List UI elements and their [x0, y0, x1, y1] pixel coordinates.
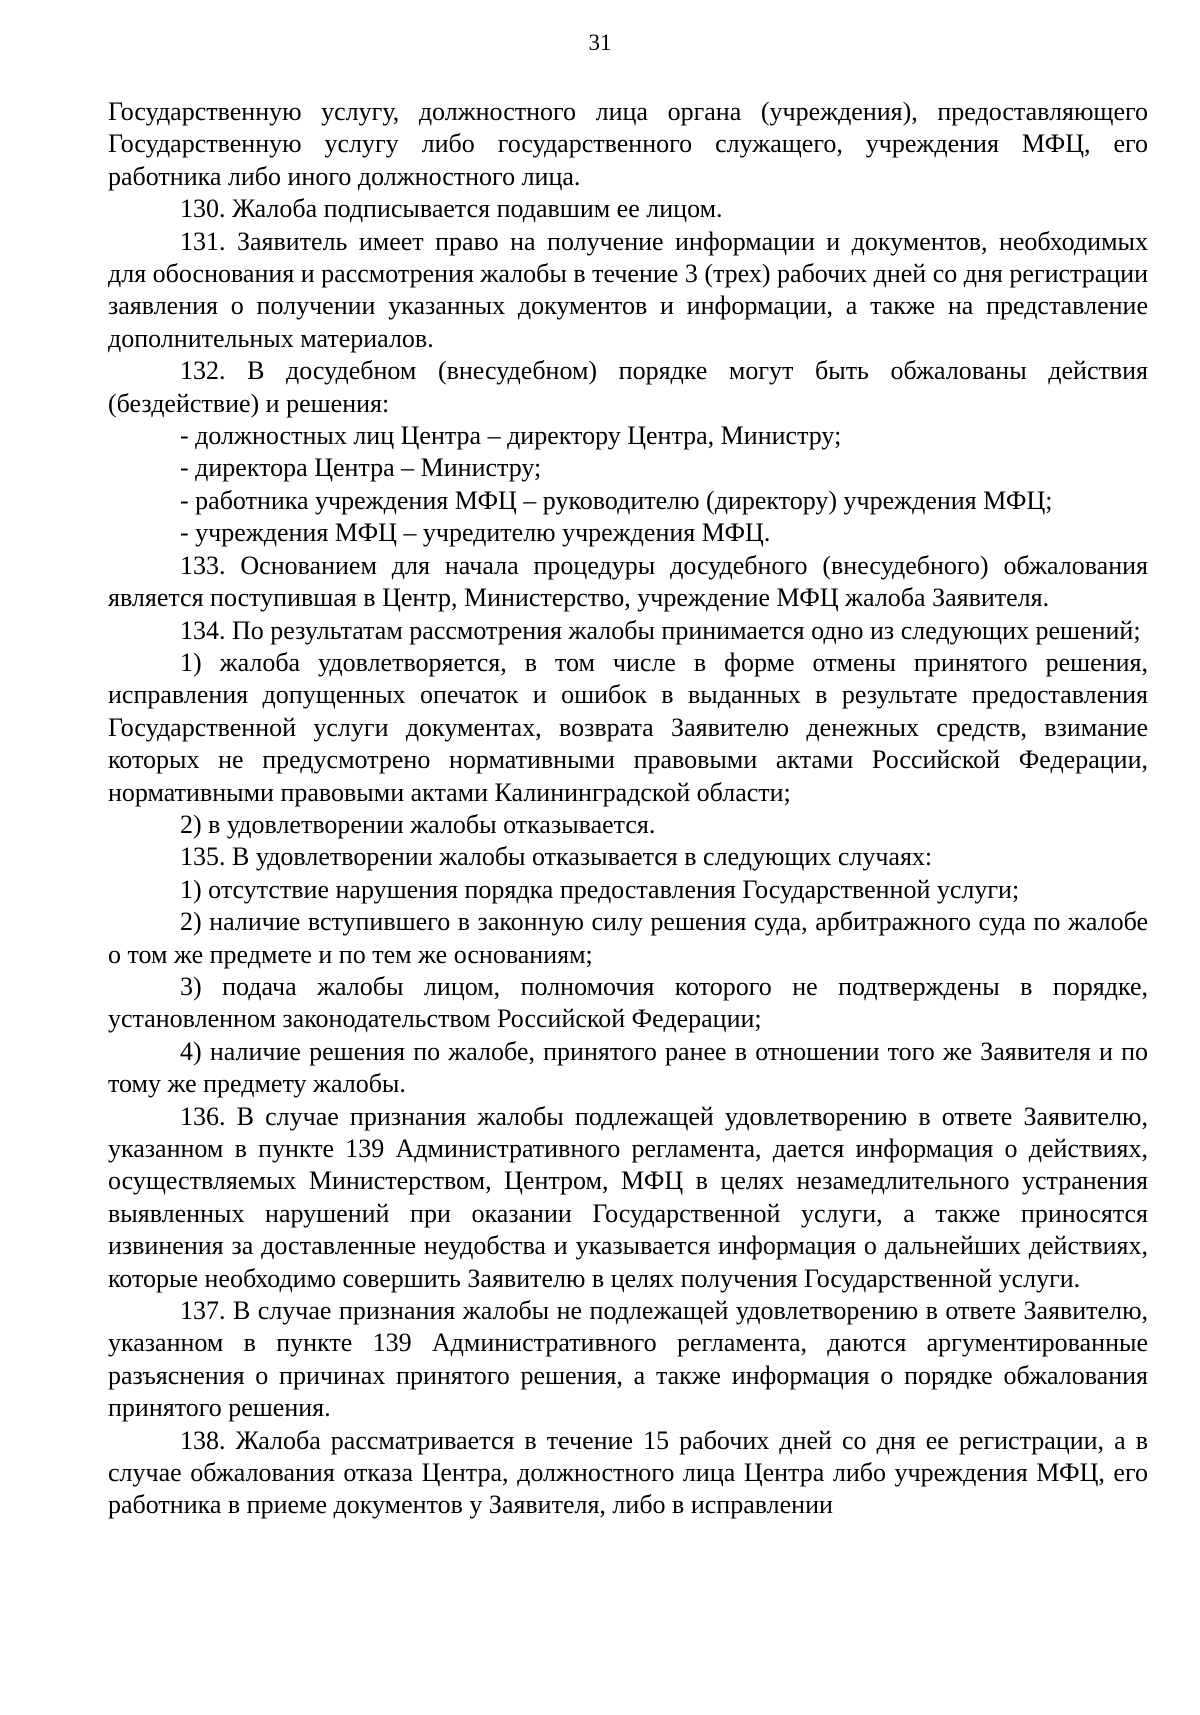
paragraph-p0: Государственную услугу, должностного лица органа (учреждения), предоставляющего Государственную услугу либо государственного служащего, учреждения МФЦ, его работника либо иного должностного лица. — [108, 97, 1148, 191]
paragraph-p138: 138. Жалоба рассматривается в течение 15 рабочих дней со дня ее регистрации, а в случае обжалования отказа Центра, должностного лица Центра либо учреждения МФЦ, его работника в приеме документов у Заявителя, либо в исправлении — [108, 1425, 1148, 1520]
paragraph-p132b: - директора Центра – Министру; — [180, 453, 542, 483]
paragraph-p135-4: 4) наличие решения по жалобе, принятого ранее в отношении того же Заявителя и по тому же предмету жалобы. — [108, 1036, 1148, 1099]
paragraph-p135: 135. В удовлетворении жалобы отказывается в следующих случаях: — [180, 842, 933, 872]
paragraph-p135-3: 3) подача жалобы лицом, полномочия которого не подтверждены в порядке, установленном законодательством Российской Федерации; — [108, 971, 1148, 1034]
paragraph-p132a: - должностных лиц Центра – директору Центра, Министру; — [180, 421, 842, 451]
paragraph-p134-2: 2) в удовлетворении жалобы отказывается. — [180, 809, 656, 839]
paragraph-p130: 130. Жалоба подписывается подавшим ее лицом. — [180, 194, 723, 224]
paragraph-p132d: - учреждения МФЦ – учредителю учреждения МФЦ. — [180, 518, 771, 548]
document-body — [108, 96, 1148, 1522]
paragraph-p136: 136. В случае признания жалобы подлежащей удовлетворению в ответе Заявителю, указанном в пункте 139 Административного регламента, дается информация о действиях, осуществляемых Министерством, Центром, МФЦ в целях незамедлительного устранения выявленных нарушений при оказании Государственной услуги, а также приносятся извинения за доставленные неудобства и указывается информация о дальнейших действиях, которые необходимо совершить Заявителю в целях получения Государственной услуги. — [108, 1101, 1148, 1293]
paragraph-p135-1: 1) отсутствие нарушения порядка предоставления Государственной услуги; — [180, 874, 1020, 904]
paragraph-p137: 137. В случае признания жалобы не подлежащей удовлетворению в ответе Заявителю, указанном в пункте 139 Административного регламента, даются аргументированные разъяснения о причинах принятого решения, а также информация о порядке обжалования принятого решения. — [108, 1296, 1148, 1423]
paragraph-p134: 134. По результатам рассмотрения жалобы принимается одно из следующих решений; — [180, 615, 1141, 645]
paragraph-p135-2: 2) наличие вступившего в законную силу решения суда, арбитражного суда по жалобе о том же предмете и по тем же основаниям; — [108, 907, 1148, 969]
paragraph-p134-1: 1) жалоба удовлетворяется, в том числе в форме отмены принятого решения, исправления допущенных опечаток и ошибок в выданных в результате предоставления Государственной услуги документах, возврата Заявителю денежных средств, взимание которых не предусмотрено нормативными правовыми актами Российской Федерации, нормативными правовыми актами Калининградской области; — [108, 647, 1148, 807]
paragraph-p132: 132. В досудебном (внесудебном) порядке могут быть обжалованы действия (бездействие) и решения: — [108, 356, 1148, 418]
paragraph-p133: 133. Основанием для начала процедуры досудебного (внесудебного) обжалования является поступившая в Центр, Министерство, учреждение МФЦ жалоба Заявителя. — [108, 550, 1148, 613]
page-number: 31 — [588, 30, 612, 55]
paragraph-p131: 131. Заявитель имеет право на получение информации и документов, необходимых для обоснования и рассмотрения жалобы в течение 3 (трех) рабочих дней со дня регистрации заявления о получении указанных документов и информации, а также на представление дополнительных материалов. — [108, 226, 1148, 353]
paragraph-p132c: - работника учреждения МФЦ – руководителю (директору) учреждения МФЦ; — [180, 485, 1053, 515]
